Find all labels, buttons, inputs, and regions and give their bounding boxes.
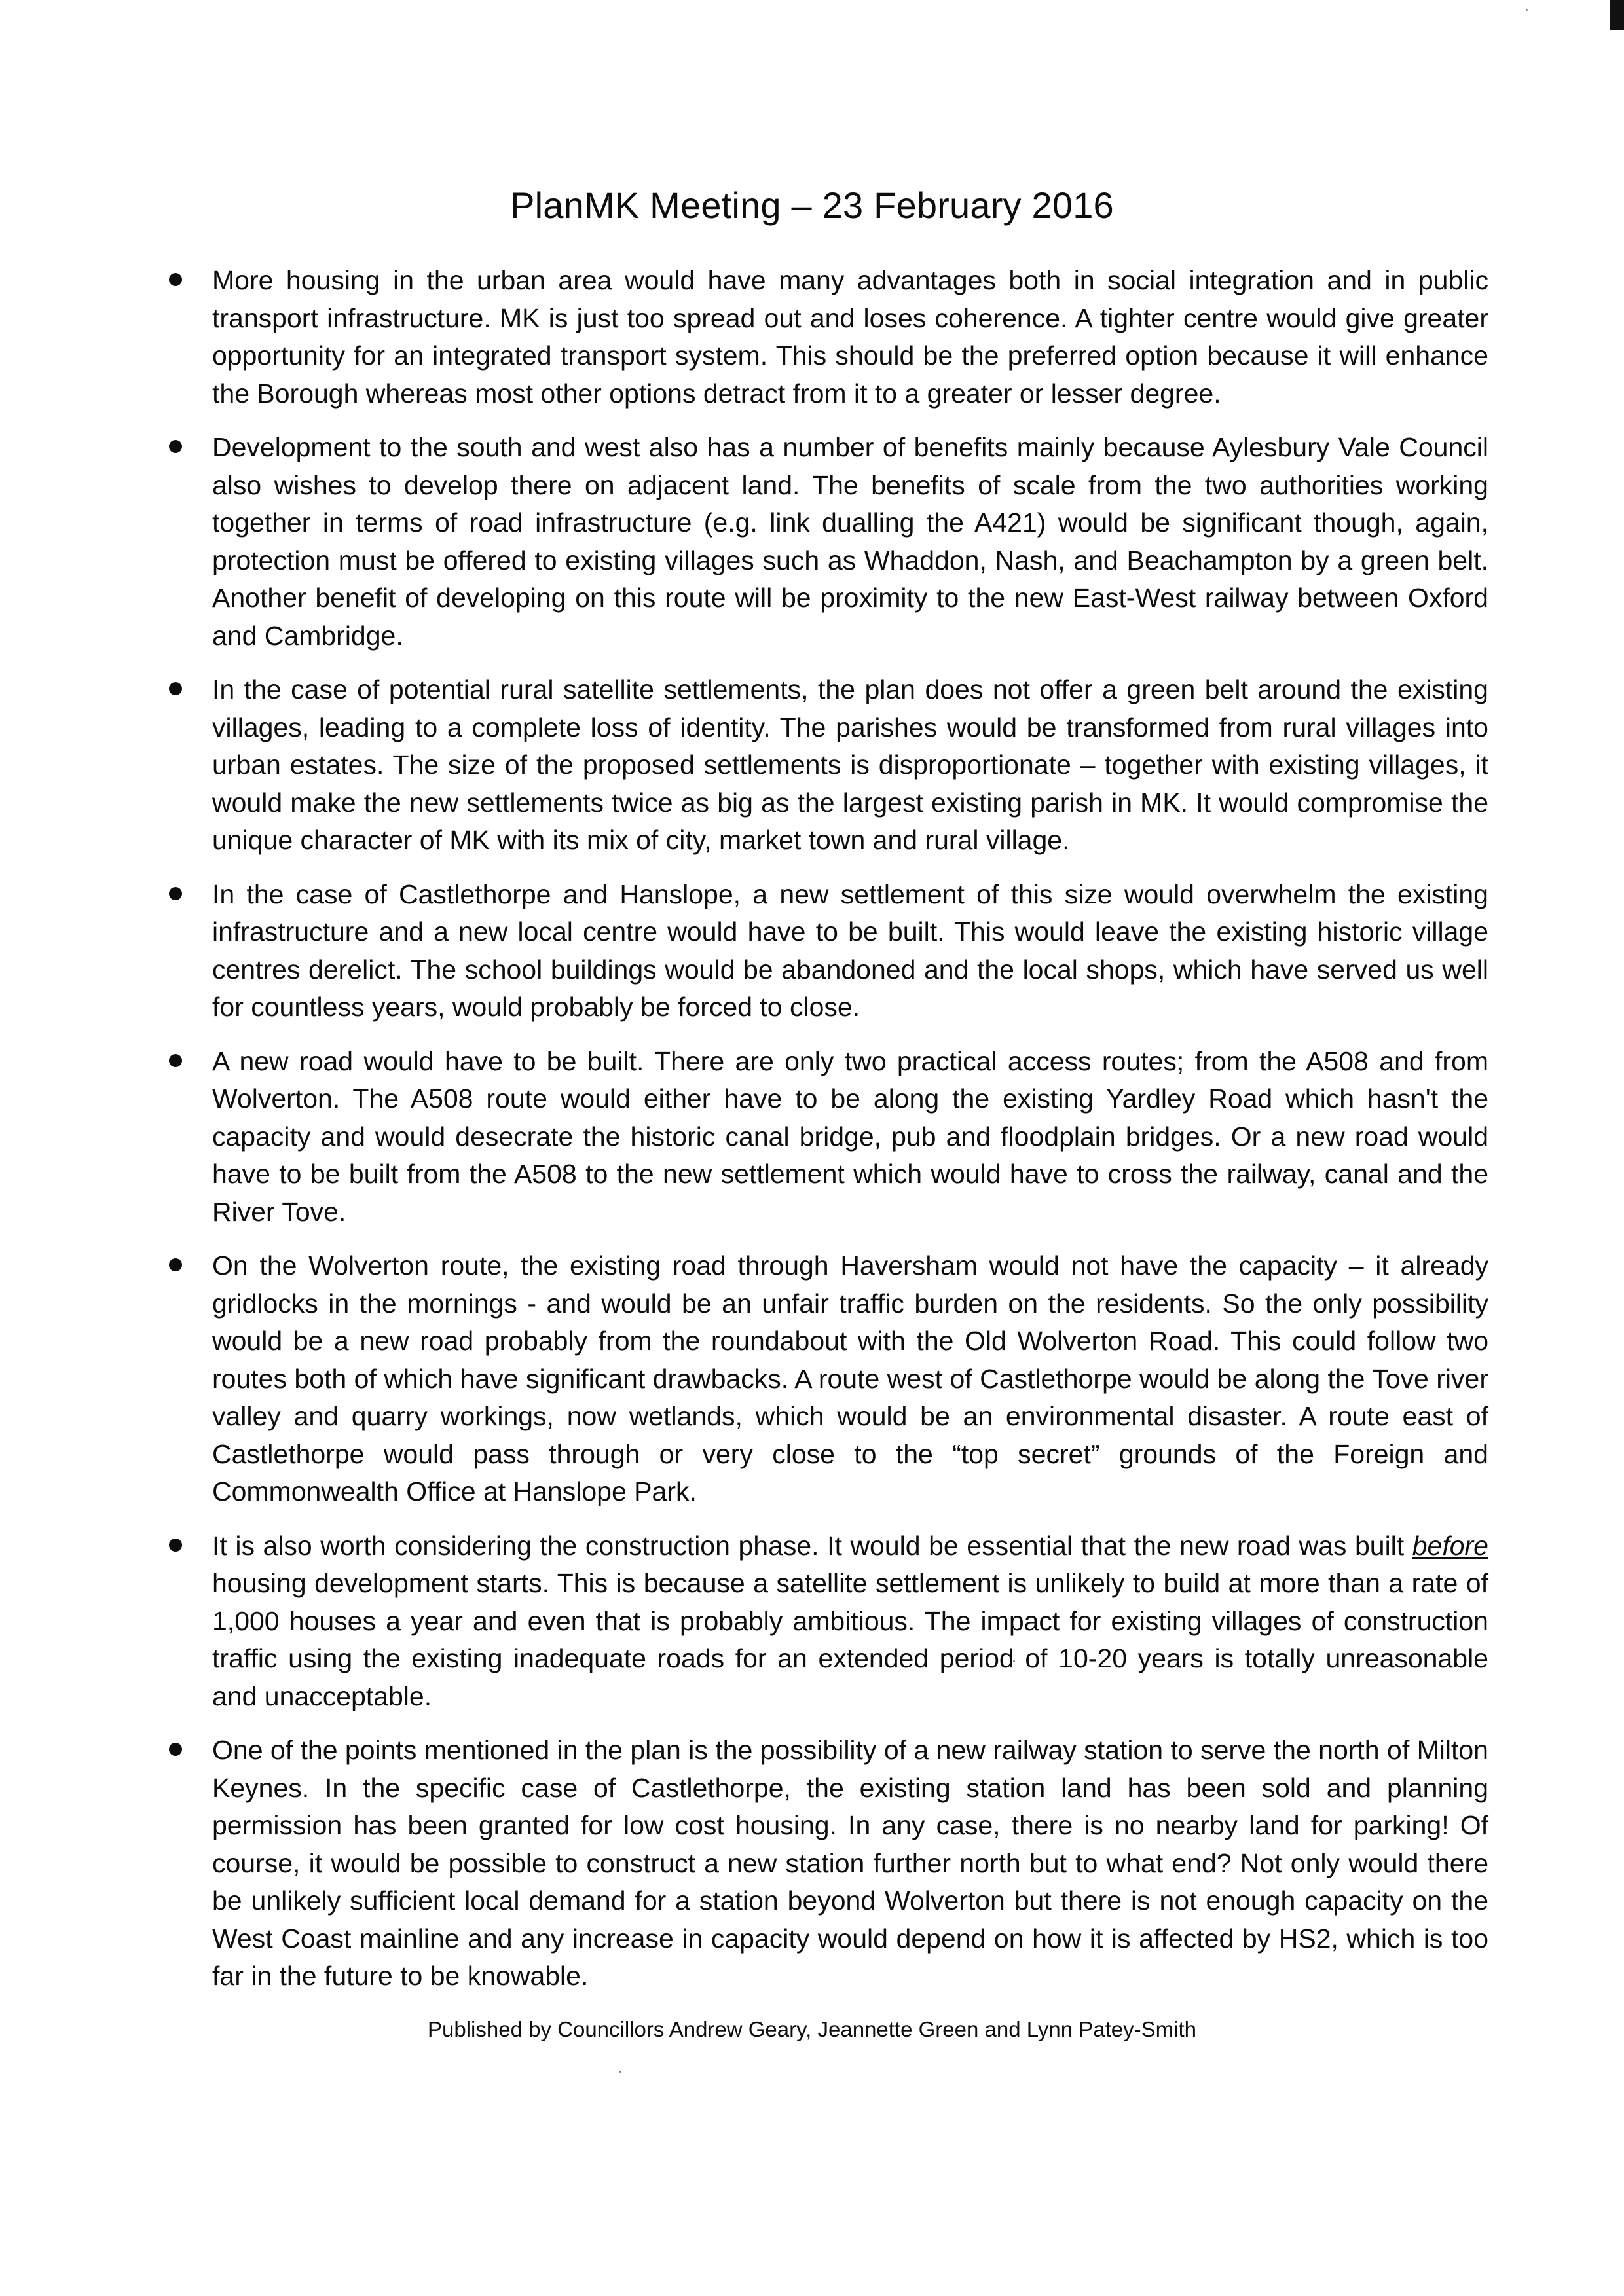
list-item xyxy=(169,671,1488,860)
list-item xyxy=(169,876,1488,1027)
bullet-icon xyxy=(169,1743,182,1756)
paragraph-text: A new road would have to be built. There are only two practical access routes; from the A508 and from Wolverton. The A508 route would either have to be along the existing Yardley Road which hasn't the capacity and would desecrate the historic canal bridge, pub and floodplain bridges. Or a new road would have to be built from the A508 to the new settlement which would have to cross the railway, canal and the River Tove. xyxy=(212,1046,1488,1227)
paragraph-text: On the Wolverton route, the existing road through Haversham would not have the capacity – it already gridlocks in the mornings - and would be an unfair traffic burden on the residents. So the only possibility would be a new road probably from the roundabout with the Old Wolverton Road. This could follow two routes both of which have significant drawbacks. A route west of Castlethorpe would be along the Tove river valley and quarry workings, now wetlands, which would be an environmental disaster. A route east of Castlethorpe would pass through or very close to the “top secret” grounds of the Foreign and Commonwealth Office at Hanslope Park. xyxy=(212,1250,1488,1506)
paragraph-text: More housing in the urban area would have many advantages both in social integration and in public transport infrastructure. MK is just too spread out and loses coherence. A tighter centre would give greater opportunity for an integrated transport system. This should be the preferred option because it will enhance the Borough whereas most other options detract from it to a greater or lesser degree. xyxy=(212,265,1488,409)
paragraph-text: Development to the south and west also has a number of benefits mainly because Aylesbury Vale Council also wishes to develop there on adjacent land. The benefits of scale from the two authorities working together in terms of road infrastructure (e.g. link dualling the A421) would be significant though, again, protection must be offered to existing villages such as Whaddon, Nash, and Beachampton by a green belt. Another benefit of developing on this route will be proximity to the new East-West railway between Oxford and Cambridge. xyxy=(212,432,1488,651)
scan-edge-mark xyxy=(1610,0,1624,30)
bullet-icon xyxy=(169,1054,182,1067)
paragraph-text xyxy=(212,1531,1488,1711)
publisher-footer: Published by Councillors Andrew Geary, Jeannette Green and Lynn Patey-Smith xyxy=(428,2017,1196,2041)
list-item xyxy=(169,1732,1488,1995)
page-title: PlanMK Meeting – 23 February 2016 xyxy=(510,184,1114,226)
bullet-icon xyxy=(169,1539,182,1552)
bullet-icon xyxy=(169,273,182,286)
list-item xyxy=(169,429,1488,655)
scan-speck xyxy=(619,2071,621,2073)
bullet-icon xyxy=(169,682,182,695)
list-item xyxy=(169,1247,1488,1511)
list-item xyxy=(169,262,1488,412)
bullet-icon xyxy=(169,1258,182,1271)
list-item xyxy=(169,1043,1488,1231)
paragraph-text: One of the points mentioned in the plan is the possibility of a new railway station to serve the north of Milton Keynes. In the specific case of Castlethorpe, the existing station land has been sold and planning permission has been granted for low cost housing. In any case, there is no nearby land for parking! Of course, it would be possible to construct a new station further north but to what end? Not only would there be unlikely sufficient local demand for a station beyond Wolverton but there is not enough capacity on the West Coast mainline and any increase in capacity would depend on how it is affected by HS2, which is too far in the future to be knowable. xyxy=(212,1735,1488,1991)
bullet-list xyxy=(169,262,1488,2012)
paragraph-text: In the case of Castlethorpe and Hanslope, a new settlement of this size would overwhelm the existing infrastructure and a new local centre would have to be built. This would leave the existing historic village centres derelict. The school buildings would be abandoned and the local shops, which have served us well for countless years, would probably be forced to close. xyxy=(212,879,1488,1022)
paragraph-text: In the case of potential rural satellite settlements, the plan does not offer a green belt around the existing villages, leading to a complete loss of identity. The parishes would be transformed from rural villages into urban estates. The size of the proposed settlements is disproportionate – together with existing villages, it would make the new settlements twice as big as the largest existing parish in MK. It would compromise the unique character of MK with its mix of city, market town and rural village. xyxy=(212,674,1488,855)
list-item xyxy=(169,1527,1488,1716)
paragraph-text-start: It is also worth considering the construction phase. It would be essential that the new road was built xyxy=(212,1530,1412,1561)
scan-speck xyxy=(1526,9,1528,11)
paragraph-text-end: housing development starts. This is because a satellite settlement is unlikely to build at more than a rate of 1,000 houses a year and even that is probably ambitious. The impact for existing villages of construction traffic using the existing inadequate roads for an extended period of 10-20 years is totally unreasonable and unacceptable. xyxy=(212,1568,1488,1711)
bullet-icon xyxy=(169,887,182,900)
emphasized-word: before xyxy=(1412,1530,1488,1561)
bullet-icon xyxy=(169,440,182,453)
